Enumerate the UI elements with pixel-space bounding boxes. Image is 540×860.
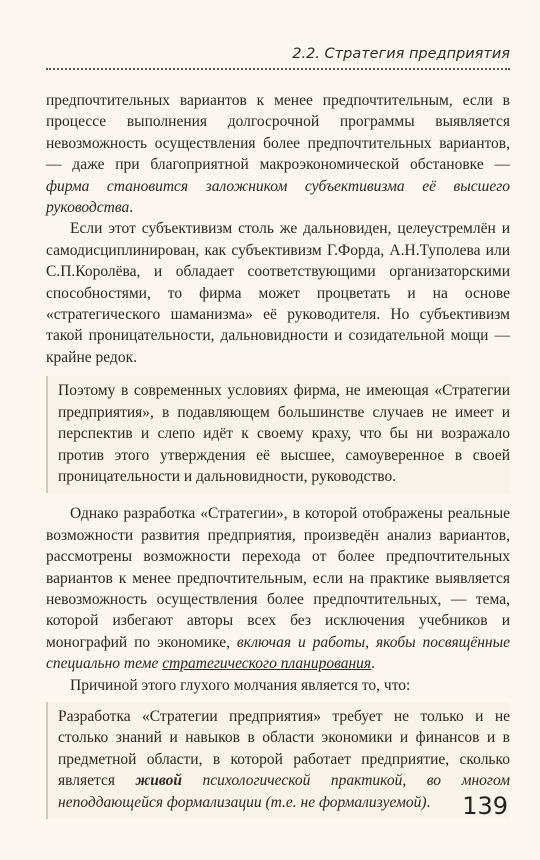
paragraph-continuation xyxy=(46,90,510,218)
bold-italic-word: живой xyxy=(135,772,182,790)
paragraph-text: предпочтительных вариантов к менее предпочтительным, если в процессе выполнения долгосрочной программы выявляется невозможность осуществления более предпочтительных вариантов, — даже при благоприятной макроэкономической обстановке — xyxy=(46,92,510,174)
paragraph-reason: Причиной этого глухого молчания является то, что: xyxy=(70,676,411,694)
highlight-box-requirements xyxy=(46,702,510,819)
underlined-term: стратегического планирования xyxy=(162,655,372,673)
header-divider xyxy=(46,68,510,70)
highlight-body: Разработка «Стратегии предприятия» требует не только и не столько знаний и навыков в области экономики и финансов и в предметной области, в которой работает предприятие, сколько является xyxy=(58,707,510,790)
emphasis-text: включая и работы, якобы посвящённые специально теме xyxy=(46,633,510,673)
highlight-box-conclusion xyxy=(46,376,510,493)
page-number: 139 xyxy=(462,792,508,820)
paragraph-end: . xyxy=(129,199,134,217)
emphasis-text: фирма становится заложником субъективизма её высшего руководства xyxy=(46,177,510,217)
running-header: 2.2. Стратегия предприятия xyxy=(292,46,510,62)
page-body xyxy=(46,90,510,829)
paragraph-strategy-development xyxy=(46,503,510,674)
highlight-text xyxy=(58,706,510,813)
highlight-text: Поэтому в современных условиях фирма, не имеющая «Стратегии предприятия», в подавляющем большинстве случаев не имеет и перспектив и слепо идёт к своему краху, что бы ни возражало против этого утверждения её высшее, самоуверенное в своей проницательности и дальновидности, руководство. xyxy=(58,382,510,485)
paragraph-end: . xyxy=(371,655,375,673)
paragraph-end: . xyxy=(426,793,431,811)
paragraph-subjectivism: Если этот субъективизм столь же дальновиден, целеустремлён и самодисциплинирован, как субъективизм Г.Форда, А.Н.Туполева или С.П.Королёва, и обладает соответствующими организаторскими способностями, то фирма может процветать и на основе «стратегического шаманизма» её руководителя. Но субъективизм такой проницательности, дальновидности и созидательной мощи — крайне редок. xyxy=(46,220,510,366)
paragraph-text: Однако разработка «Стратегии», в которой отображены реальные возможности развития предприятия, произведён анализ вариантов, рассмотрены возможности перехода от более предпочтительных вариантов к менее предпочтительным, если на практике выявляется невозможность осуществления более предпочтительных, — тема, которой избегают авторы всех без исключения учебников и монографий по экономике, xyxy=(46,505,510,651)
emphasis-text: психологической практикой, во многом неподдающейся формализации (т.е. не формализуемой) xyxy=(58,772,510,811)
